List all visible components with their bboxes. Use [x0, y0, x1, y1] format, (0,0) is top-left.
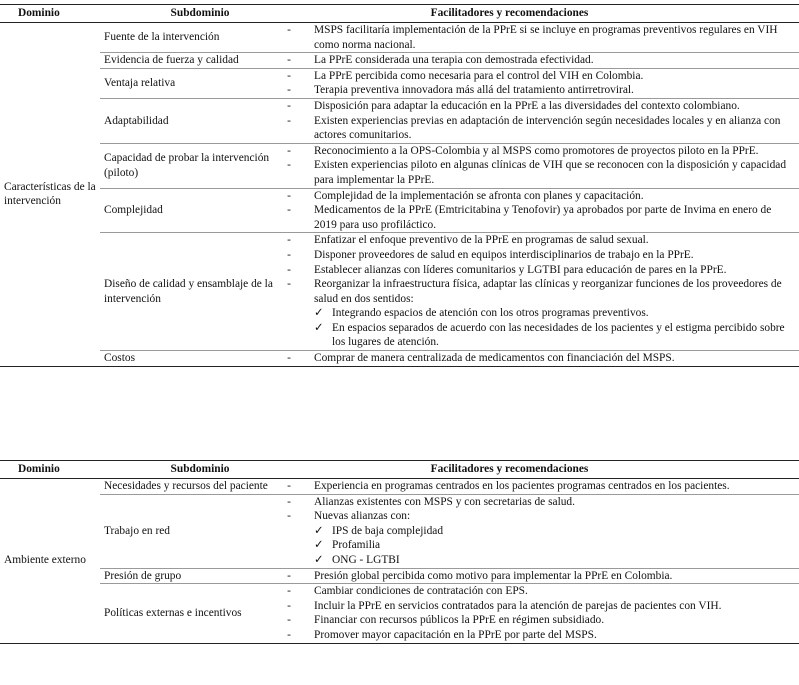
recommendations-cell — [280, 584, 799, 642]
domain-cell: Ambiente externo — [4, 554, 86, 567]
list-item — [280, 509, 789, 524]
item-text: Reconocimiento a la OPS-Colombia y al MSPS como promotores de proyectos piloto en la PPrE. — [314, 144, 759, 157]
checkmark-icon: ✓ — [314, 307, 324, 320]
recommendations-cell — [280, 69, 799, 98]
table-body — [0, 23, 799, 367]
subdomain-cell: Diseño de calidad y ensamblaje de la intervención — [104, 278, 273, 305]
recommendations-cell — [280, 53, 799, 68]
dash-bullet: - — [287, 480, 291, 492]
header-facilitadores: Facilitadores y recomendaciones — [430, 463, 589, 475]
table-row — [100, 495, 799, 569]
header-facilitadores: Facilitadores y recomendaciones — [430, 7, 589, 19]
subdomain-rows — [100, 23, 799, 366]
item-text: Enfatizar el enfoque preventivo de la PPrE en programas de salud sexual. — [314, 234, 649, 247]
item-text: La PPrE percibida como necesaria para el control del VIH en Colombia. — [314, 69, 644, 82]
dash-bullet: - — [287, 614, 291, 627]
dash-bullet: - — [287, 352, 291, 365]
item-text: Terapia preventiva innovadora más allá del tratamiento antirretroviral. — [314, 84, 634, 97]
list-item — [280, 23, 789, 52]
list-item — [280, 69, 789, 84]
check-item — [280, 553, 789, 568]
recommendations-cell — [280, 495, 799, 568]
dash-bullet: - — [287, 54, 291, 67]
item-text: Comprar de manera centralizada de medicamentos con financiación del MSPS. — [314, 352, 675, 365]
item-text: Reorganizar la infraestructura física, adaptar las clínicas y reorganizar funciones de los proveedores de salud en dos sentidos: — [314, 278, 782, 305]
list-item — [280, 628, 789, 643]
list-item — [280, 613, 789, 628]
list-item — [280, 189, 789, 204]
dash-bullet: - — [287, 84, 291, 97]
dash-bullet: - — [287, 248, 291, 261]
dash-bullet: - — [287, 569, 291, 582]
subdomain-cell: Evidencia de fuerza y calidad — [104, 54, 239, 67]
checkmark-icon: ✓ — [314, 321, 324, 334]
list-item — [280, 263, 789, 278]
dash-bullet: - — [287, 628, 291, 641]
subdomain-cell: Políticas externas e incentivos — [104, 607, 242, 620]
item-text: Nuevas alianzas con: — [314, 510, 411, 523]
table-intervention-characteristics — [0, 4, 799, 367]
check-item — [280, 538, 789, 553]
list-item — [280, 53, 789, 68]
item-text: Medicamentos de la PPrE (Emtricitabina y Tenofovir) ya aprobados por parte de Invima en enero de 2019 para uso profiláctico. — [314, 204, 772, 231]
dash-bullet: - — [287, 278, 291, 291]
check-text: Profamilia — [332, 539, 381, 552]
list-item — [280, 203, 789, 232]
table-external-environment — [0, 460, 799, 644]
dash-bullet: - — [287, 495, 291, 508]
recommendations-cell — [280, 351, 799, 366]
list-item — [280, 144, 789, 159]
checkmark-icon: ✓ — [314, 539, 324, 552]
recommendations-cell — [280, 233, 799, 350]
subdomain-rows — [100, 479, 799, 643]
dash-bullet: - — [287, 144, 291, 157]
subdomain-cell: Fuente de la intervención — [104, 31, 220, 44]
list-item — [280, 351, 789, 366]
subdomain-cell: Complejidad — [104, 204, 163, 217]
subdomain-cell: Adaptabilidad — [104, 114, 169, 127]
check-item — [280, 321, 789, 350]
subdomain-cell: Necesidades y recursos del paciente — [104, 480, 268, 492]
checkmark-icon: ✓ — [314, 524, 324, 537]
header-dominio: Dominio — [18, 463, 60, 475]
subdomain-cell: Capacidad de probar la intervención (piloto) — [104, 152, 270, 179]
dash-bullet: - — [287, 204, 291, 217]
checkmark-icon: ✓ — [314, 553, 324, 566]
item-text: Disposición para adaptar la educación en la PPrE a las diversidades del contexto colombiano. — [314, 99, 740, 112]
table-row — [100, 53, 799, 69]
table-row — [100, 584, 799, 642]
item-text: Cambiar condiciones de contratación con EPS. — [314, 585, 528, 598]
subdomain-cell: Trabajo en red — [104, 524, 171, 537]
check-text: Integrando espacios de atención con los otros programas preventivos. — [332, 307, 649, 320]
recommendations-cell — [280, 189, 799, 233]
table-row — [100, 69, 799, 99]
list-item — [280, 599, 789, 614]
dash-bullet: - — [287, 114, 291, 127]
item-text: Existen experiencias previas en adaptación de intervención según necesidades locales y en alianza con actores comunitarios. — [314, 114, 781, 142]
check-item — [280, 524, 789, 539]
item-text: La PPrE considerada una terapia con demostrada efectividad. — [314, 54, 594, 67]
item-text: Existen experiencias piloto en algunas clínicas de VIH que se reconocen con la disposición y capacidad para implementar la PPrE. — [314, 159, 787, 186]
item-text: Promover mayor capacitación en la PPrE por parte del MSPS. — [314, 628, 597, 641]
table-row — [100, 144, 799, 189]
recommendations-cell — [280, 144, 799, 188]
check-text: IPS de baja complejidad — [332, 524, 444, 537]
table-header — [0, 4, 799, 23]
header-dominio: Dominio — [18, 7, 60, 19]
header-subdominio: Subdominio — [170, 463, 230, 475]
list-item — [280, 114, 789, 143]
item-text: Complejidad de la implementación se afronta con planes y capacitación. — [314, 189, 644, 202]
table-row — [100, 351, 799, 366]
item-text: MSPS facilitaría implementación de la PPrE si se incluye en programas preventivos regulares en VIH como norma nacional. — [314, 24, 778, 51]
check-text: ONG - LGTBI — [332, 553, 400, 566]
check-text: En espacios separados de acuerdo con las necesidades de los pacientes y el estigma percibido sobre los lugares de atención. — [332, 321, 785, 349]
subdomain-cell: Costos — [104, 352, 136, 365]
table-row — [100, 189, 799, 234]
header-subdominio: Subdominio — [170, 7, 230, 19]
dash-bullet: - — [287, 585, 291, 598]
list-item — [280, 584, 789, 599]
table-row — [100, 479, 799, 495]
table-body — [0, 479, 799, 644]
subdomain-cell: Presión de grupo — [104, 569, 182, 582]
dash-bullet: - — [287, 189, 291, 202]
item-text: Disponer proveedores de salud en equipos interdisciplinarios de trabajo en la PPrE. — [314, 248, 694, 261]
dash-bullet: - — [287, 99, 291, 112]
list-item — [280, 277, 789, 306]
list-item — [280, 233, 789, 248]
table-row — [100, 569, 799, 585]
item-text: Financiar con recursos públicos la PPrE en régimen subsidiado. — [314, 614, 605, 627]
table-row — [100, 233, 799, 351]
subdomain-cell: Ventaja relativa — [104, 77, 176, 90]
list-item — [280, 495, 789, 510]
check-item — [280, 306, 789, 321]
list-item — [280, 83, 789, 98]
item-text: Presión global percibida como motivo para implementar la PPrE en Colombia. — [314, 569, 673, 582]
recommendations-cell — [280, 99, 799, 143]
list-item — [280, 569, 789, 584]
recommendations-cell — [280, 569, 799, 584]
table-row — [100, 99, 799, 144]
list-item — [280, 158, 789, 187]
domain-cell: Características de la intervención — [4, 180, 96, 208]
list-item — [280, 479, 789, 494]
recommendations-cell — [280, 479, 799, 494]
table-row — [100, 23, 799, 53]
dash-bullet: - — [287, 234, 291, 247]
recommendations-cell — [280, 23, 799, 52]
dash-bullet: - — [287, 159, 291, 172]
table-header — [0, 460, 799, 479]
item-text: Incluir la PPrE en servicios contratados para la atención de parejas de pacientes con VIH. — [314, 599, 722, 612]
dash-bullet: - — [287, 510, 291, 523]
list-item — [280, 248, 789, 263]
item-text: Alianzas existentes con MSPS y con secretarias de salud. — [314, 495, 575, 508]
item-text: Establecer alianzas con líderes comunitarios y LGTBI para educación de pares en la PPrE. — [314, 263, 727, 276]
dash-bullet: - — [287, 263, 291, 276]
item-text: Experiencia en programas centrados en los pacientes programas centrados en los pacientes. — [314, 480, 730, 492]
dash-bullet: - — [287, 69, 291, 82]
dash-bullet: - — [287, 24, 291, 36]
list-item — [280, 99, 789, 114]
dash-bullet: - — [287, 599, 291, 612]
